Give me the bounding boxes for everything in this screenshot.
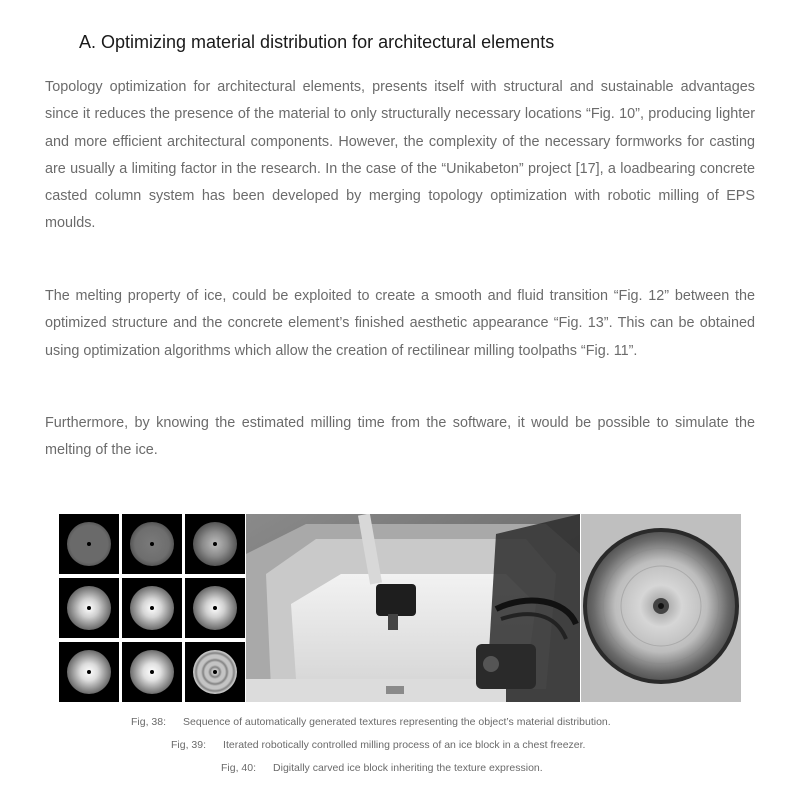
- milling-process-photo: [246, 514, 580, 702]
- texture-sequence-grid: [59, 514, 245, 702]
- caption-number: Fig, 39:: [171, 739, 207, 751]
- texture-tile: [59, 578, 119, 638]
- caption-fig-40: [221, 762, 543, 774]
- caption-fig-38: [131, 716, 611, 728]
- texture-tile: [122, 642, 182, 702]
- carved-ice-block-photo: [581, 514, 741, 702]
- texture-tile: [59, 642, 119, 702]
- paragraph-topology-optimization: Topology optimization for architectural elements, presents itself with structural and sustainable advantages since it reduces the presence of the material to only structurally necessary locations “Fig. 10”, producing lighter and more efficient architectural components. However, the complexity of the necessary formworks for casting are usually a limiting factor in the research. In the case of the “Unikabeton” project [17], a loadbearing concrete casted column system has been developed by merging topology optimization with robotic milling of EPS moulds.: [45, 79, 755, 232]
- paragraph-milling-time: Furthermore, by knowing the estimated milling time from the software, it would be possible to simulate the melting of the ice.: [45, 415, 755, 459]
- texture-tile: [122, 514, 182, 574]
- texture-tile: [59, 514, 119, 574]
- caption-number: Fig, 38:: [131, 716, 167, 728]
- caption-text: Digitally carved ice block inheriting the texture expression.: [273, 762, 543, 774]
- texture-tile: [122, 578, 182, 638]
- figure-row: [59, 514, 741, 702]
- section-heading: A. Optimizing material distribution for architectural elements: [79, 31, 555, 52]
- caption-fig-39: [171, 739, 585, 751]
- caption-text: Sequence of automatically generated textures representing the object’s material distribution.: [183, 716, 611, 728]
- robot-milling-icon: [246, 514, 580, 702]
- texture-tile: [185, 514, 245, 574]
- caption-text: Iterated robotically controlled milling process of an ice block in a chest freezer.: [223, 739, 586, 751]
- texture-tile: [185, 642, 245, 702]
- paragraph-melting-property: The melting property of ice, could be exploited to create a smooth and fluid transition “Fig. 12” between the optimized structure and the concrete element’s finished aesthetic appearance “Fig. 13”. This can be obtained using optimization algorithms which allow the creation of rectilinear milling toolpaths “Fig. 11”.: [45, 288, 755, 359]
- caption-number: Fig, 40:: [221, 762, 257, 774]
- texture-tile: [185, 578, 245, 638]
- carved-ice-icon: [581, 514, 741, 702]
